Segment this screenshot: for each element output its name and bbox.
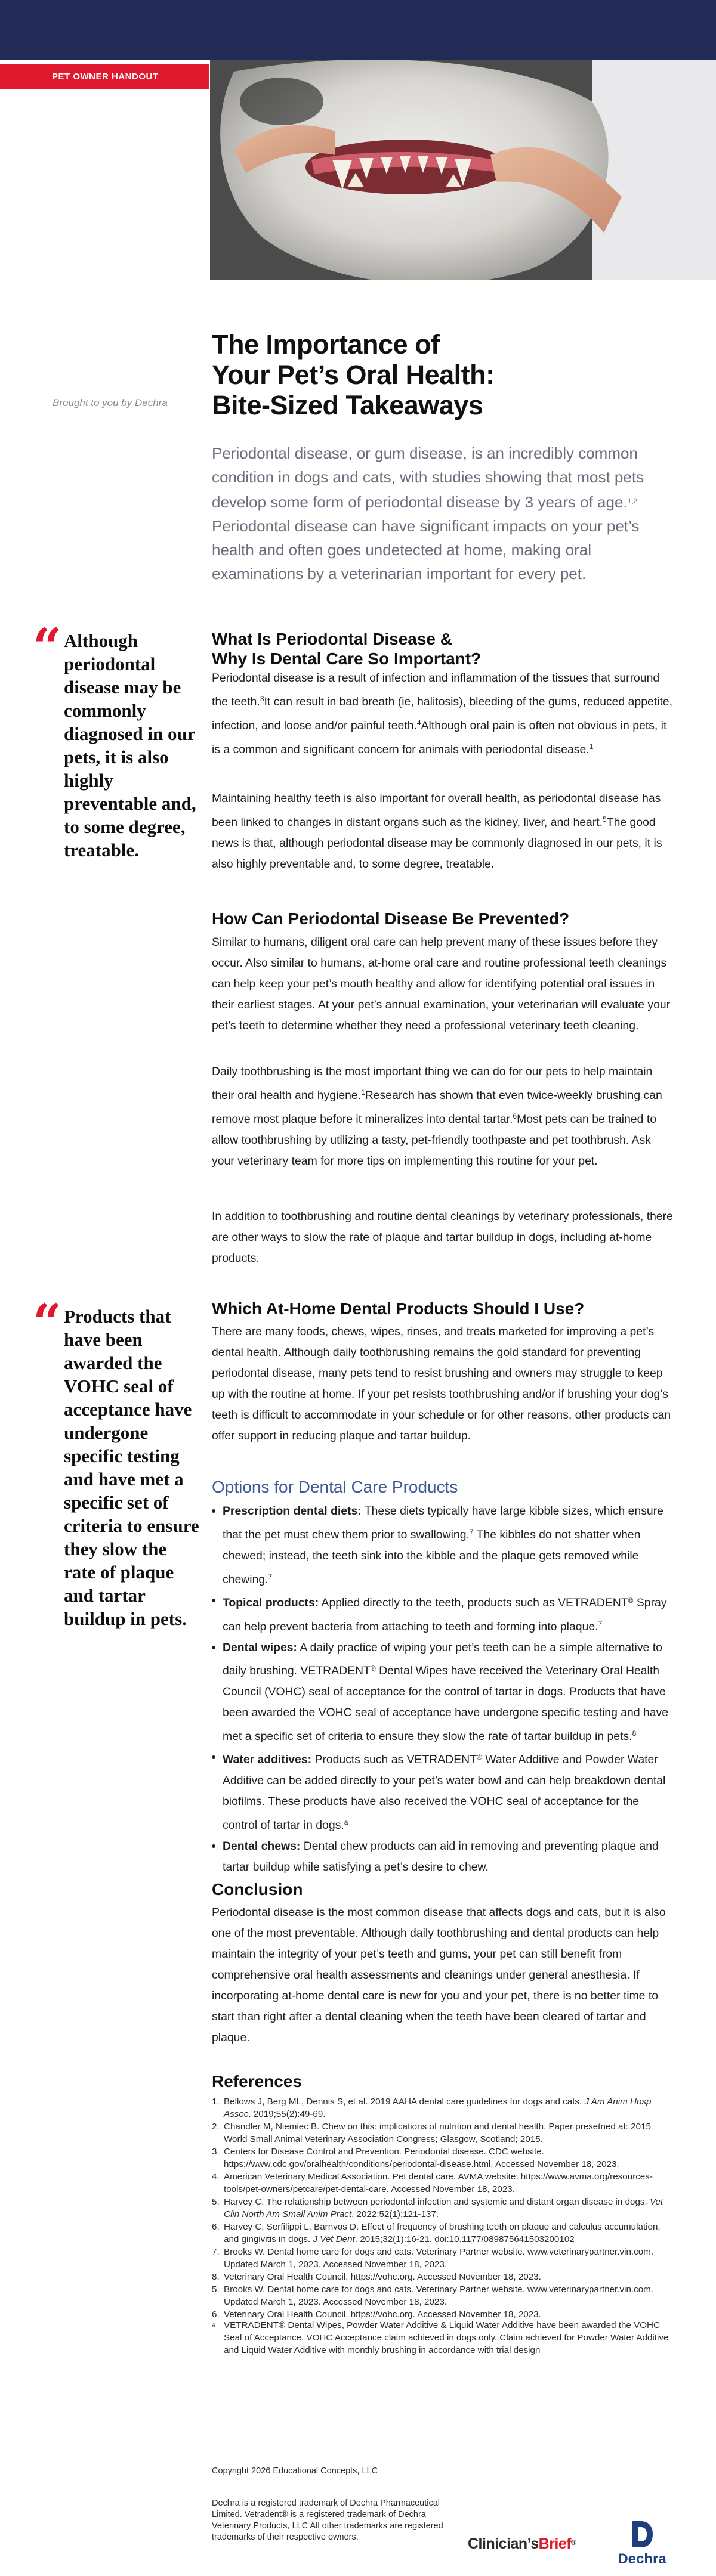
top-band <box>0 0 716 60</box>
hero-image <box>210 60 716 280</box>
title-line-1: The Importance of <box>212 329 440 360</box>
reference-item: 5. Harvey C. The relationship between periodontal infection and systemic and distant organ disease in dogs. Vet Clin North Am Small Anim Pract. 2022;52(1):121-137. <box>212 2197 663 2219</box>
quote-mark-icon: “ <box>33 1293 62 1352</box>
dog-teeth-illustration <box>210 60 716 280</box>
dechra-logo-icon <box>630 2520 654 2549</box>
reference-item: 4. American Veterinary Medical Association. Pet dental care. AVMA website: https://www.avma.org/resources-tools/pet-owners/petcare/pet-dental-care. Accessed November 18, 2023. <box>212 2172 653 2194</box>
list-item: Dental wipes: A daily practice of wiping your pet’s teeth can be a simple alternative to daily brushing. VETRADENT® Dental Wipes have received the Veterinary Oral Health Council (VOHC) seal of acceptance for the control of tartar in dogs. Products that have been awarded the VOHC seal of acceptance have undergone specific testing and have met a specific set of criteria to ensure they slow the rate of tartar buildup in pets.$^8$ <box>212 1637 671 1747</box>
title-line-2: Your Pet’s Oral Health: <box>212 360 495 390</box>
options-list <box>212 1501 671 1878</box>
paragraph-conclusion: Periodontal disease is the most common disease that affects dogs and cats, but it is also one of the most preventable. Although daily toothbrushing and dental products can help maintain the integrity of your pet’s teeth and gums, your pet can still benefit from comprehensive oral health assessments and cleanings under general anesthesia. If incorporating at-home dental care is new for you and your pet, there is no better time to start than right after a dental cleaning when the teeth have been cleared of tartar and plaque. <box>212 1906 666 2044</box>
pull-quote-text: Products that have been awarded the VOHC seal of acceptance have undergone specific testing and have met a specific set of criteria to ensure they slow the rate of plaque and tartar buildup in pets. <box>64 1306 199 1629</box>
paragraph-prevent-1: Similar to humans, diligent oral care can help prevent many of these issues before they occur. Also similar to humans, at-home oral care and routine professional teeth cleanings can help keep your pet’s mouth healthy and allow for identifying potential oral issues in their earliest stages. At your pet’s annual examination, your veterinarian will evaluate your pet’s teeth to determine whether they need a professional veterinary teeth cleaning. <box>212 936 671 1032</box>
pull-quote-1 <box>33 617 200 862</box>
paragraph-what-is-2: Maintaining healthy teeth is also important for overall health, as periodontal disease has been linked to changes in distant organs such as the kidney, liver, and heart.$^5$The good news is that, although periodontal disease may be commonly diagnosed in our pets, it is also highly preventable and, to some degree, treatable. <box>212 792 662 871</box>
reference-item: 3. Centers for Disease Control and Prevention. Periodontal disease. CDC website. https://www.cdc.gov/oralhealth/conditions/periodontal-disease.html. Accessed November 18, 2023. <box>212 2147 619 2169</box>
page-title <box>212 329 546 420</box>
heading-what-is: What Is Periodontal Disease & Why Is Dental Care So Important? <box>212 630 482 668</box>
reference-item: 7. Brooks W. Dental home care for dogs and cats. Veterinary Partner website. www.veterinarypartner.vin.com. Updated March 1, 2023. Accessed November 18, 2023. <box>212 2247 654 2270</box>
quote-mark-icon: “ <box>33 617 62 676</box>
heading-references: References <box>212 2072 302 2091</box>
footnote: a VETRADENT® Dental Wipes, Powder Water Additive & Liquid Water Additive have been awarded the VOHC Seal of Acceptance. VOHC Acceptance claim achieved in dogs only. Claim achieved for Powder Water Additive and Liquid Water Additive with monthly brushing in accordance with trial design <box>212 2320 669 2355</box>
handout-tag: PET OWNER HANDOUT <box>0 64 209 89</box>
copyright: Copyright 2026 Educational Concepts, LLC <box>212 2466 378 2476</box>
list-item: Dental chews: Dental chew products can aid in removing and preventing plaque and tartar buildup while satisfying a pet’s desire to chew. <box>212 1836 671 1878</box>
clinicians-brief-logo: Clinician’sBrief® <box>468 2535 576 2552</box>
list-item: Topical products: Applied directly to the teeth, products such as VETRADENT® Spray can help prevent bacteria from attaching to teeth and forming into plaque.$^7$ <box>212 1590 671 1637</box>
pull-quote-2 <box>33 1293 200 1630</box>
trademark-notice: Dechra is a registered trademark of Dechra Pharmaceutical Limited. Vetradent® is a registered trademark of Dechra Veterinary Products, LLC All other trademarks are registered trademarks of their respective owners. <box>212 2498 443 2542</box>
reference-item: 6. Harvey C, Serfilippi L, Barnvos D. Effect of frequency of brushing teeth on plaque and calculus accumulation, and gingivitis in dogs. J Vet Dent. 2015;32(1):16-21. doi:10.1177/089875641503200102 <box>212 2222 661 2244</box>
pull-quote-text: Although periodontal disease may be commonly diagnosed in our pets, it is also highly preventable and, to some degree, treatable. <box>64 630 196 860</box>
byline: Brought to you by Dechra <box>53 397 168 408</box>
list-item: Prescription dental diets: These diets typically have large kibble sizes, which ensure that the pet must chew them prior to swallowing.$^7$ The kibbles do not shatter when chewed; instead, the teeth sink into the kibble and the plaque gets removed while chewing.$^7$ <box>212 1501 671 1590</box>
reference-item: 2. Chandler M, Niemiec B. Chew on this: implications of nutrition and dental health. Paper presetned at: 2015 World Small Animal Veterinary Association Congress; Glasgow, Scotland; 2015. <box>212 2122 651 2144</box>
dechra-logo: Dechra <box>612 2520 672 2568</box>
heading-options: Options for Dental Care Products <box>212 1478 458 1496</box>
reference-item: 5. Brooks W. Dental home care for dogs and cats. Veterinary Partner website. www.veterinarypartner.vin.com. Updated March 1, 2023. Accessed November 18, 2023. <box>212 2284 654 2307</box>
reference-item: 1. Bellows J, Berg ML, Dennis S, et al. 2019 AAHA dental care guidelines for dogs and cats. J Am Anim Hosp Assoc. 2019;55(2):49-69. <box>212 2097 652 2119</box>
title-line-3: Bite-Sized Takeaways <box>212 390 483 420</box>
paragraph-prevent-2: Daily toothbrushing is the most important thing we can do for our pets to help maintain their oral health and hygiene.$^1$Research has shown that even twice-weekly brushing can remove most plaque before it mineralizes into dental tartar.$^6$Most pets can be trained to allow toothbrushing by utilizing a tasty, pet-friendly toothpaste and pet toothbrush. Ask your veterinary team for more tips on implementing this routine for your pet. <box>212 1065 662 1168</box>
paragraph-prevent-3: In addition to toothbrushing and routine dental cleanings by veterinary professionals, there are other ways to slow the rate of plaque and tartar buildup in dogs, including at-home products. <box>212 1210 673 1265</box>
paragraph-products-1: There are many foods, chews, wipes, rinses, and treats marketed for improving a pet’s dental health. Although daily toothbrushing remains the gold standard for preventing periodontal disease, many pets tend to resist brushing and owners may struggle to keep up with the routine at home. If your pet resists toothbrushing and/or if brushing your dog’s teeth is difficult to accommodate in your schedule or for other reasons, other products can offer support in reducing plaque and tartar buildup. <box>212 1325 671 1442</box>
reference-item: 6. Veterinary Oral Health Council. https://vohc.org. Accessed November 18, 2023. <box>212 2309 541 2320</box>
heading-conclusion: Conclusion <box>212 1880 303 1899</box>
reference-item: 8. Veterinary Oral Health Council. https://vohc.org. Accessed November 18, 2023. <box>212 2272 541 2282</box>
list-item: Water additives: Products such as VETRADENT® Water Additive and Powder Water Additive can be added directly to your pet’s water bowl and can help breakdown dental biofilms. These products have also received the VOHC seal of acceptance for the control of tartar in dogs.$^a$ <box>212 1747 671 1836</box>
references-list <box>212 2095 671 2321</box>
intro-paragraph: Periodontal disease, or gum disease, is an incredibly common condition in dogs and cats, with studies showing that most pets develop some form of periodontal disease by 3 years of age.$^{1,2}$ Periodontal disease can have significant impacts on your pet’s health and often goes undetected at home, making oral examinations by a veterinarian important for every pet. <box>212 444 644 583</box>
paragraph-what-is-1: Periodontal disease is a result of infection and inflammation of the tissues that surround the teeth.$^3$It can result in bad breath (ie, halitosis), bleeding of the gums, reduced appetite, infection, and loose and/or painful teeth.$^4$Although oral pain is often not obvious in pets, it is a common and significant concern for animals with periodontal disease.$^1$ <box>212 671 673 756</box>
heading-products: Which At-Home Dental Products Should I Use? <box>212 1299 585 1318</box>
heading-prevent: How Can Periodontal Disease Be Prevented? <box>212 909 570 928</box>
